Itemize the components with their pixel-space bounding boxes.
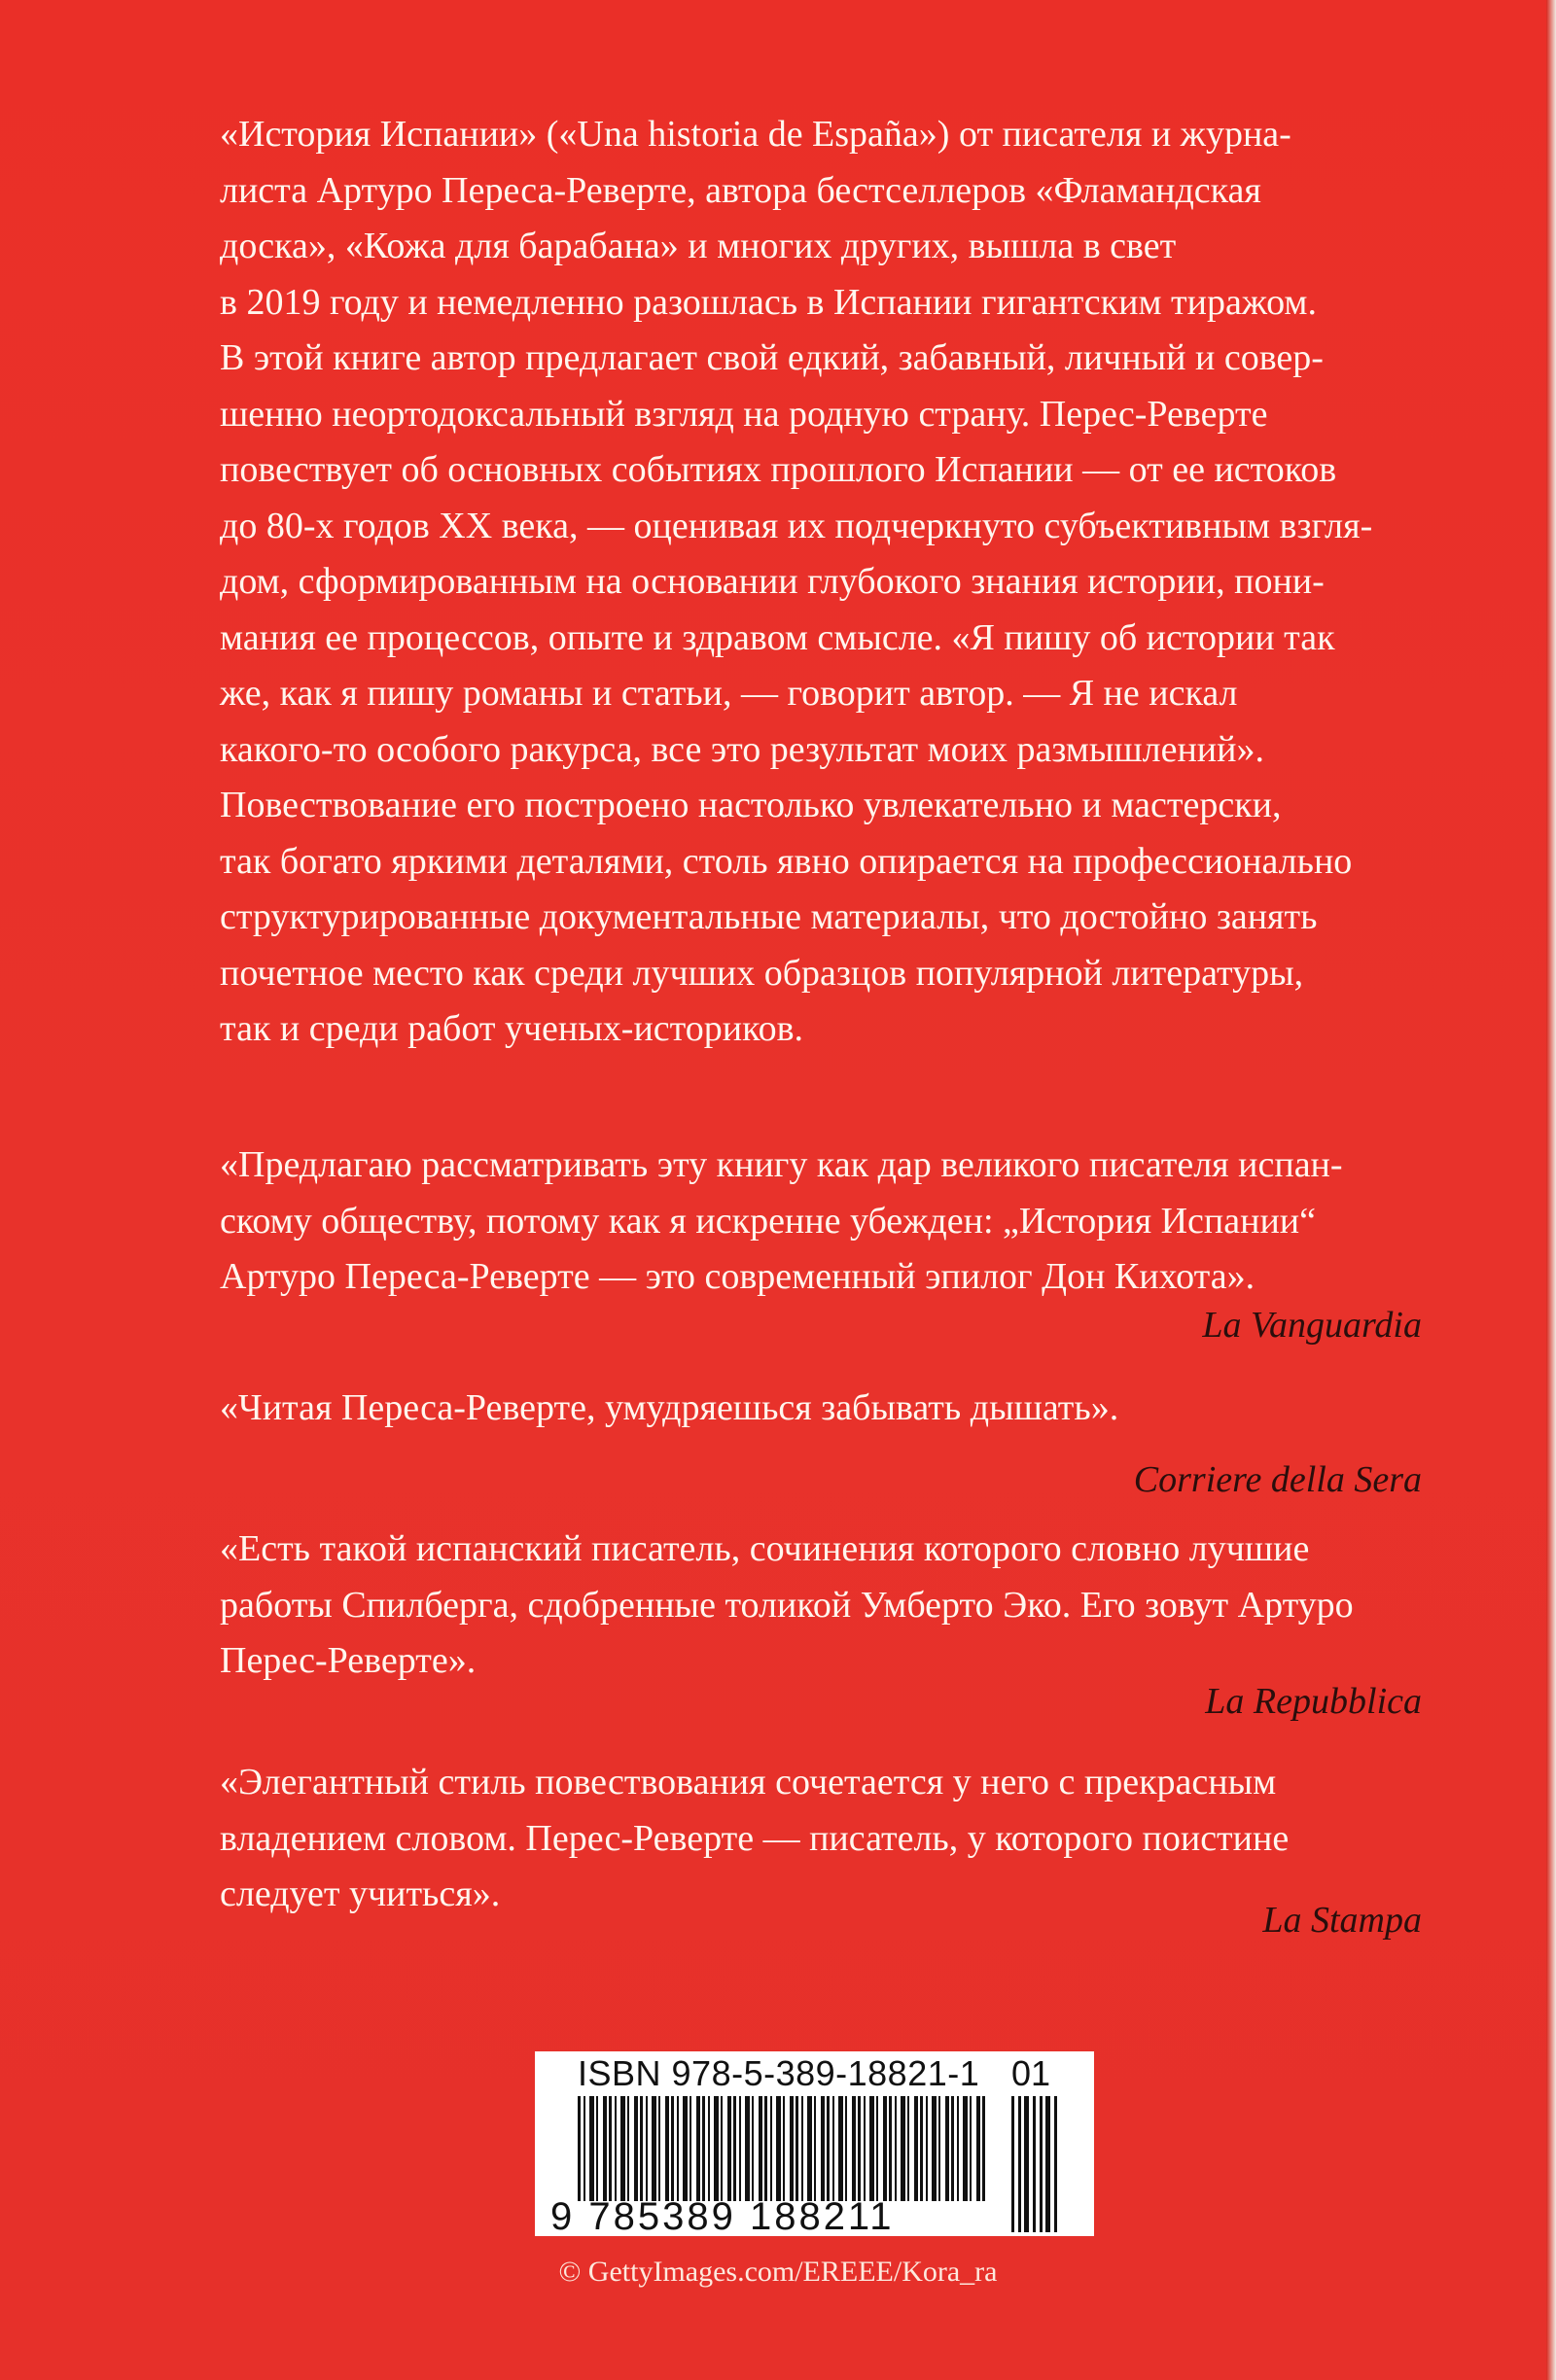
review-quote — [220, 1138, 1422, 1306]
review-quote — [220, 1381, 1422, 1437]
annotation-line: «История Испании» («Una historia de España») от писателя и журна- — [220, 114, 1291, 155]
quote-line: владением словом. Перес-Реверте — писатель, у которого поистине — [220, 1817, 1290, 1859]
annotation-line: структурированные документальные материалы, что достойно занять — [220, 896, 1318, 937]
cover-edge — [1546, 0, 1556, 2380]
quote-line: «Читая Переса-Реверте, умудряешься забывать дышать». — [220, 1387, 1119, 1428]
annotation-line: В этой книге автор предлагает свой едкий, забавный, личный и совер- — [220, 337, 1324, 378]
quote-line: Перес-Реверте». — [220, 1640, 477, 1681]
isbn-text: ISBN 978-5-389-18821-1 — [578, 2053, 980, 2093]
annotation-line: повествует об основных событиях прошлого Испании — от ее истоков — [220, 449, 1337, 490]
quote-source: La Stampa — [1262, 1900, 1422, 1941]
review-quote — [220, 1522, 1422, 1690]
quote-source: Corriere della Sera — [1133, 1459, 1422, 1500]
quote-source: La Repubblica — [1205, 1681, 1422, 1722]
quote-line: «Элегантный стиль повествования сочетается у него с прекрасным — [220, 1762, 1277, 1802]
barcode-bars-icon — [578, 2096, 986, 2201]
annotation-line: доска», «Кожа для барабана» и многих других, вышла в свет — [220, 226, 1177, 266]
quote-line: скому обществу, потому как я искренне убежден: „История Испании“ — [220, 1200, 1316, 1242]
quote-source: La Vanguardia — [1202, 1305, 1422, 1346]
barcode-addon-number: 01 — [1011, 2053, 1051, 2093]
isbn-barcode — [535, 2051, 1094, 2236]
barcode-addon-bars-icon — [1011, 2096, 1060, 2232]
quote-line: Артуро Переса-Реверте — это современный эпилог Дон Кихота». — [220, 1256, 1255, 1297]
quote-line: работы Спилберга, сдобренные толикой Умберто Эко. Его зовут Артуро — [220, 1584, 1354, 1626]
image-credit: © GettyImages.com/EREEE/Kora_ra — [558, 2256, 998, 2288]
annotation-line: до 80-х годов XX века, — оценивая их подчеркнуто субъективным взгля- — [220, 505, 1373, 546]
annotation-line: шенно неортодоксальный взгляд на родную страну. Перес-Реверте — [220, 393, 1268, 435]
quote-line: «Есть такой испанский писатель, сочинения которого словно лучшие — [220, 1528, 1310, 1569]
annotation-line: же, как я пишу романы и статьи, — говорит автор. — Я не искал — [220, 673, 1238, 714]
annotation-line: мания ее процессов, опыте и здравом смысле. «Я пишу об истории так — [220, 616, 1335, 658]
quote-line: «Предлагаю рассматривать эту книгу как дар великого писателя испан- — [220, 1144, 1343, 1185]
annotation-line: листа Артуро Переса-Реверте, автора бестселлеров «Фламандская — [220, 169, 1261, 211]
annotation-line: в 2019 году и немедленно разошлась в Испании гигантским тиражом. — [220, 281, 1317, 323]
quote-line: следует учиться». — [220, 1873, 501, 1914]
barcode-digits: 9 785389 188211 — [550, 2195, 895, 2238]
annotation-line: почетное место как среди лучших образцов популярной литературы, — [220, 952, 1304, 994]
annotation-line: какого-то особого ракурса, все это результат моих размышлений». — [220, 728, 1264, 770]
annotation-line: так богато яркими деталями, столь явно опирается на профессионально — [220, 840, 1353, 882]
review-quote — [220, 1755, 1422, 1923]
annotation-line: дом, сформированным на основании глубокого знания истории, пони- — [220, 561, 1325, 602]
annotation-line: так и среди работ ученых-историков. — [220, 1008, 804, 1049]
book-annotation — [220, 107, 1422, 1058]
annotation-line: Повествование его построено настолько увлекательно и мастерски, — [220, 785, 1282, 825]
